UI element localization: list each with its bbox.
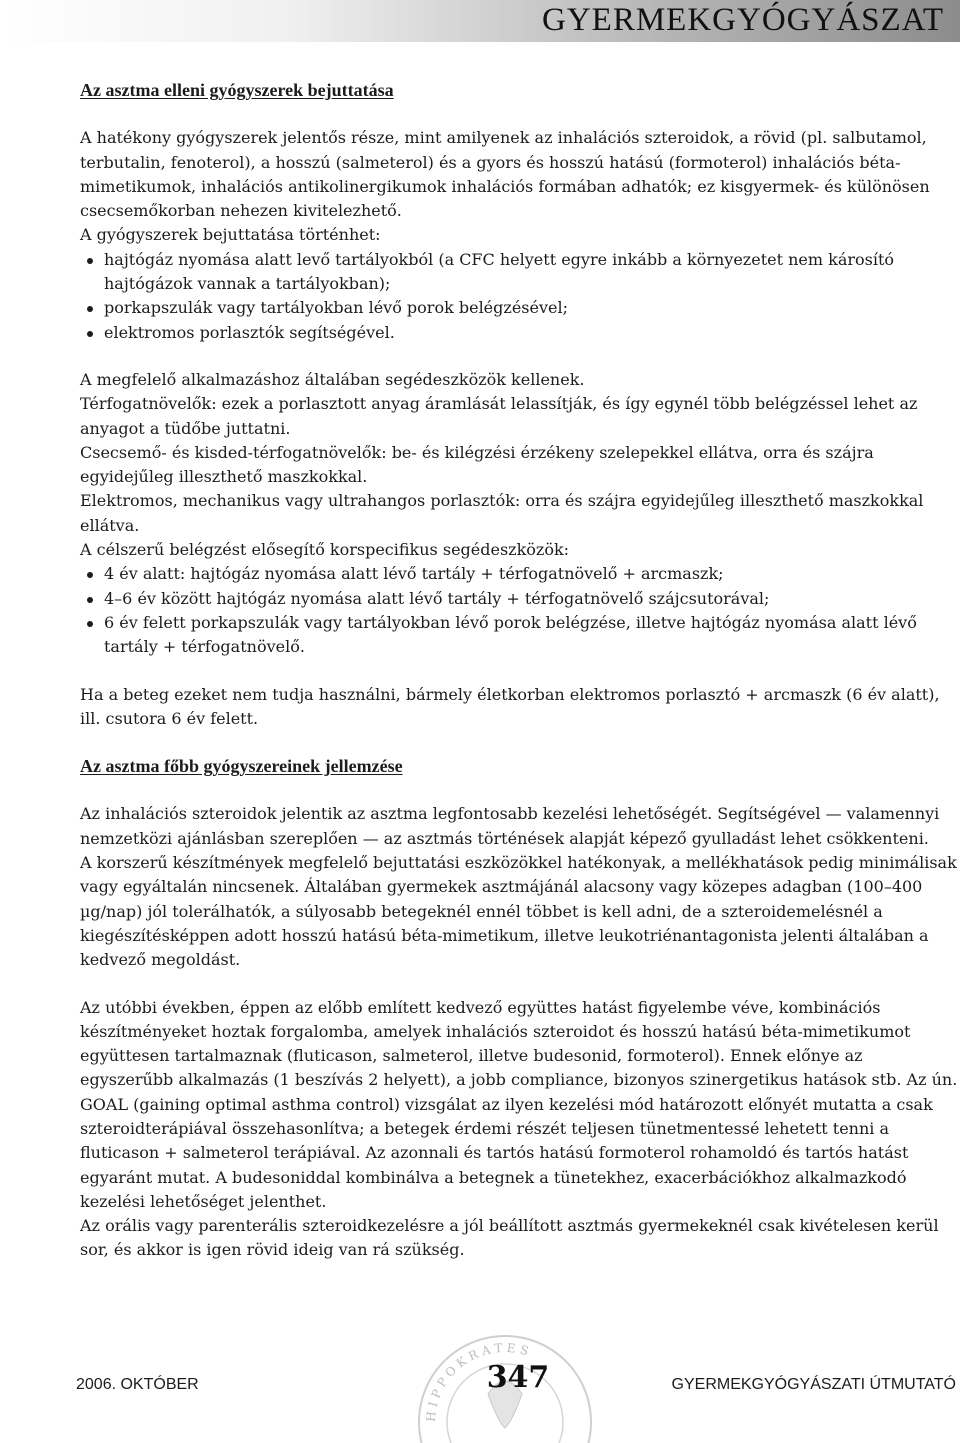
list-item: hajtógáz nyomása alatt levő tartályokból (a CFC helyett egyre inkább a környezetet nem károsító hajtógázok vannak a tartályokban); <box>80 248 960 297</box>
seal-text: HIPPOKRATES <box>423 1340 535 1423</box>
list-item: 4–6 év között hajtógáz nyomása alatt lévő tartály + térfogatnövelő szájcsutorával; <box>80 587 960 611</box>
article-body <box>80 78 960 1263</box>
footer-journal-name: GYERMEKGYÓGYÁSZATI ÚTMUTATÓ <box>671 1376 956 1393</box>
paragraph: A célszerű belégzést elősegítő korspecifikus segédeszközök: <box>80 540 570 560</box>
paragraph: Elektromos, mechanikus vagy ultrahangos porlasztók: orra és szájra egyidejűleg illeszthető maszkokkal ellátva. <box>80 491 924 535</box>
list-item: 6 év felett porkapszulák vagy tartályokban lévő porok belégzése, illetve hajtógáz nyomása alatt lévő tartály + térfogatnövelő. <box>80 611 960 660</box>
footer-date: 2006. OKTÓBER <box>76 1376 199 1393</box>
list-item: porkapszulák vagy tartályokban lévő porok belégzésével; <box>80 296 960 320</box>
paragraph: Az orális vagy parenterális szteroidkezelésre a jól beállított asztmás gyermekeknél csak kivételesen kerül sor, és akkor is igen rövid ideig van rá szükség. <box>80 1216 939 1260</box>
paragraph: A megfelelő alkalmazáshoz általában segédeszközök kellenek. <box>80 369 585 389</box>
paragraph: Az utóbbi években, éppen az előbb említett kedvező együttes hatást figyelembe véve, kombinációs készítményeket hoztak forgalomba, amelyek inhalációs szteroidot és hosszú hatású béta-mimetikumot együttesen tartalmaznak (fluticason, salmeterol, illetve budesonid, formoterol). Ennek előnye az egyszerűbb alkalmazás (1 beszívás 2 helyett), a jobb compliance, bizonyos szinergetikus hatások stb. Az ún. GOAL (gaining optimal asthma control) vizsgálat az ilyen kezelési mód határozott előnyét mutatta a csak szteroidterápiával összehasonlítva; a betegek érdemi részét teljesen tünetmentessé lehetett tenni a fluticason + salmeterol terápiával. Az azonnali és tartós hatású formoterol rohamoldó és tartós hatást egyaránt mutat. A budesoniddal kombinálva a betegnek a tünetekhez, exacerbációkhoz alkalmazkodó kezelési lehetőséget jelenthet. <box>80 997 958 1211</box>
delivery-lead: A gyógyszerek bejuttatása történhet: <box>80 225 381 245</box>
paragraph: A korszerű készítmények megfelelő bejuttatási eszközökkel hatékonyak, a mellékhatások pedig minimálisak vagy egyáltalán nincsenek. Általában gyermekek asztmájánál alacsony vagy közepes adagban (100–400 µg/nap) jól tolerálhatók, a súlyosabb betegeknél ennél többet is kell adni, de a szteroidemelésnél a kiegészítésképpen adott hosszú hatású béta-mimetikum, illetve leukotriénantagonista jelenti általában a kedvező megoldást. <box>80 853 957 970</box>
list-item: elektromos porlasztók segítségével. <box>80 321 960 345</box>
header-bar <box>0 0 960 42</box>
paragraph: Csecsemő- és kisded-térfogatnövelők: be- és kilégzési érzékeny szelepekkel ellátva, orra és szájra egyidejűleg illeszthető maszkokkal. <box>80 442 874 487</box>
closing-paragraph: Ha a beteg ezeket nem tudja használni, bármely életkorban elektromos porlasztó + arcmaszk (6 év alatt), ill. csutora 6 év felett. <box>80 684 940 728</box>
section-heading-drugs: Az asztma főbb gyógyszereinek jellemzése <box>80 756 403 777</box>
paragraph: Térfogatnövelők: ezek a porlasztott anyag áramlását lelassítják, és így egynél több belégzéssel lehet az anyagot a tüdőbe juttatni. <box>80 394 918 438</box>
journal-header-title: GYERMEKGYÓGYÁSZAT <box>542 2 944 38</box>
paragraph: Az inhalációs szteroidok jelentik az asztma legfontosabb kezelési lehetőségét. Segítségével — valamennyi nemzetközi ajánlásban szereplően — az asztmás történések alapját képező gyulladást lehet csökkenteni. <box>80 804 940 848</box>
age-device-list <box>80 562 960 659</box>
section-heading-delivery: Az asztma elleni gyógyszerek bejuttatása <box>80 80 394 100</box>
intro-paragraph: A hatékony gyógyszerek jelentős része, mint amilyenek az inhalációs szteroidok, a rövid (pl. salbutamol, terbutalin, fenoterol), a hosszú (salmeterol) és a gyors és hosszú hatású (formoterol) inhalációs béta-mimetikumok, inhalációs antikolinergikumok inhalációs formában adhatók; ez kisgyermek- és különösen csecsemőkorban nehezen kivitelezhető. <box>80 128 930 221</box>
page-number: 347 <box>486 1360 550 1395</box>
delivery-list <box>80 248 960 345</box>
list-item: 4 év alatt: hajtógáz nyomása alatt lévő tartály + térfogatnövelő + arcmaszk; <box>80 562 960 586</box>
